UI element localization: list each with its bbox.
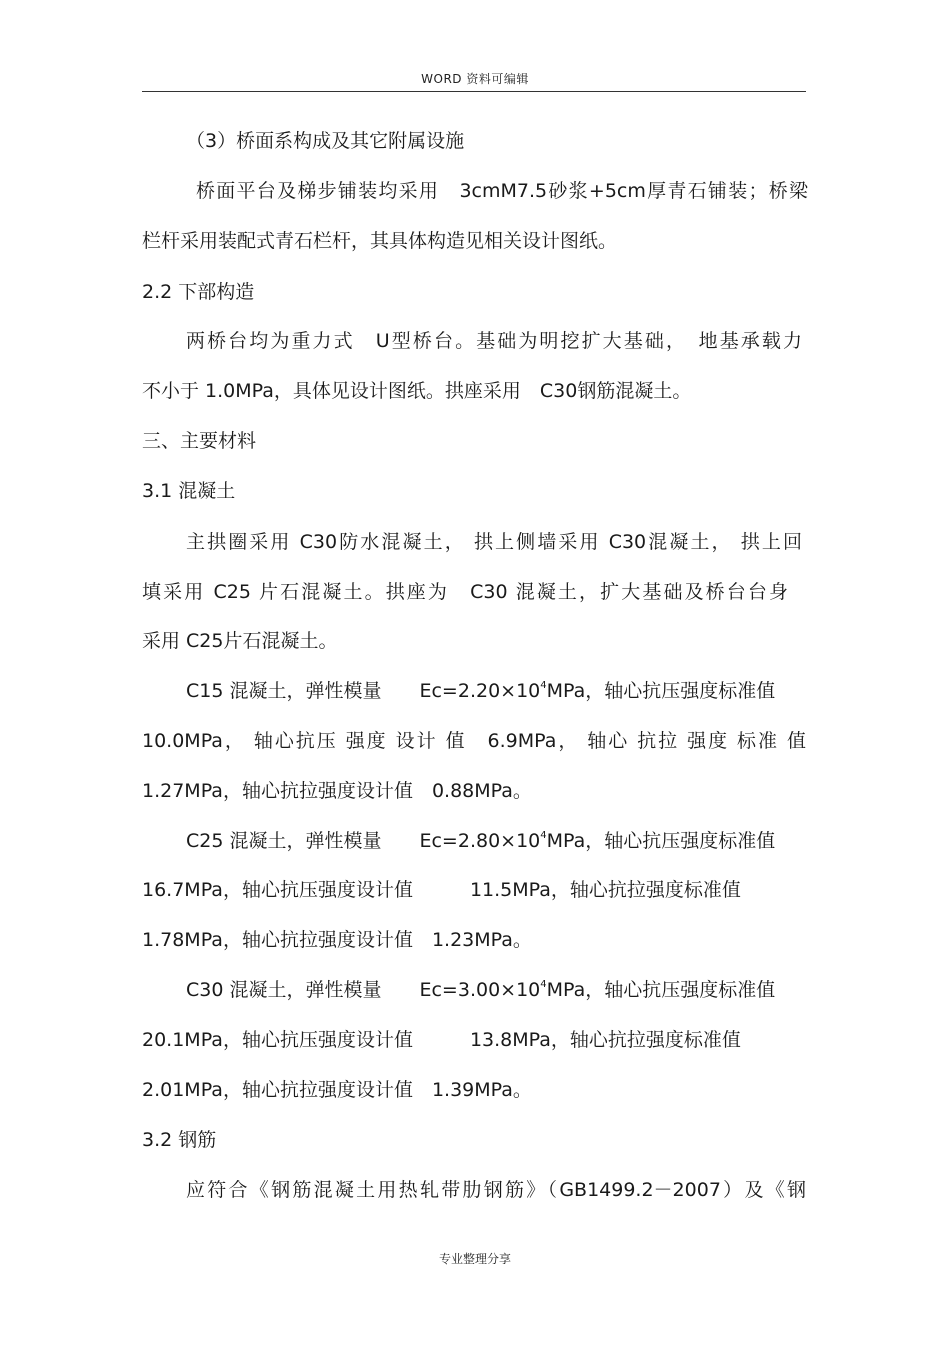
paragraph-line: 采用 C25片石混凝土。 [142,630,338,652]
paragraph-line [186,828,775,854]
paragraph-line: 1.78MPa，轴心抗拉强度设计值 1.23MPa。 [142,929,532,951]
text-segment: C25 混凝土，弹性模量 Ec=2.80×10 [186,830,541,852]
paragraph-line: 桥面平台及梯步铺装均采用 3cmM7.5砂浆+5cm厚青石铺装；桥梁 [196,180,808,202]
text-segment: C30 混凝土，弹性模量 Ec=3.00×10 [186,979,541,1001]
text-segment: MPa，轴心抗压强度标准值 [546,979,776,1001]
superscript: 4 [540,679,547,691]
subsection-heading: （3）桥面系构成及其它附属设施 [186,130,465,152]
section-heading: 3.2 钢筋 [142,1129,217,1151]
paragraph-line: 2.01MPa，轴心抗拉强度设计值 1.39MPa。 [142,1079,532,1101]
paragraph-line: 栏杆采用装配式青石栏杆，其具体构造见相关设计图纸。 [142,230,618,252]
paragraph-line [186,977,775,1003]
page-header: WORD 资料可编辑 [421,72,529,86]
paragraph-line: 20.1MPa，轴心抗压强度设计值 13.8MPa，轴心抗拉强度标准值 [142,1029,741,1051]
superscript: 4 [540,829,547,841]
text-segment: C15 混凝土，弹性模量 Ec=2.20×10 [186,680,541,702]
superscript: 4 [540,978,547,990]
page-footer: 专业整理分享 [438,1252,511,1266]
paragraph-line: 填采用 C25 片石混凝土。拱座为 C30 混凝土，扩大基础及桥台台身 [142,581,788,603]
paragraph-line: 不小于 1.0MPa，具体见设计图纸。拱座采用 C30钢筋混凝土。 [142,380,692,402]
paragraph-line: 应符合《钢筋混凝土用热轧带肋钢筋》（GB1499.2－2007）及《钢 [186,1179,806,1201]
text-segment: MPa，轴心抗压强度标准值 [546,680,776,702]
paragraph-line: 1.27MPa，轴心抗拉强度设计值 0.88MPa。 [142,780,532,802]
section-heading: 2.2 下部构造 [142,281,255,303]
chapter-heading: 三、主要材料 [142,430,257,452]
text-segment: MPa，轴心抗压强度标准值 [546,830,776,852]
paragraph-line: 10.0MPa， 轴心抗压 强度 设计 值 6.9MPa， 轴心 抗拉 强度 标准 值 [142,730,806,752]
paragraph-line: 16.7MPa，轴心抗压强度设计值 11.5MPa，轴心抗拉强度标准值 [142,879,741,901]
paragraph-line: 两桥台均为重力式 U型桥台。基础为明挖扩大基础， 地基承载力 [186,330,802,352]
paragraph-line: 主拱圈采用 C30防水混凝土， 拱上侧墙采用 C30混凝土， 拱上回 [186,531,802,553]
paragraph-line [186,678,775,704]
section-heading: 3.1 混凝土 [142,480,236,502]
header-divider [142,91,806,92]
